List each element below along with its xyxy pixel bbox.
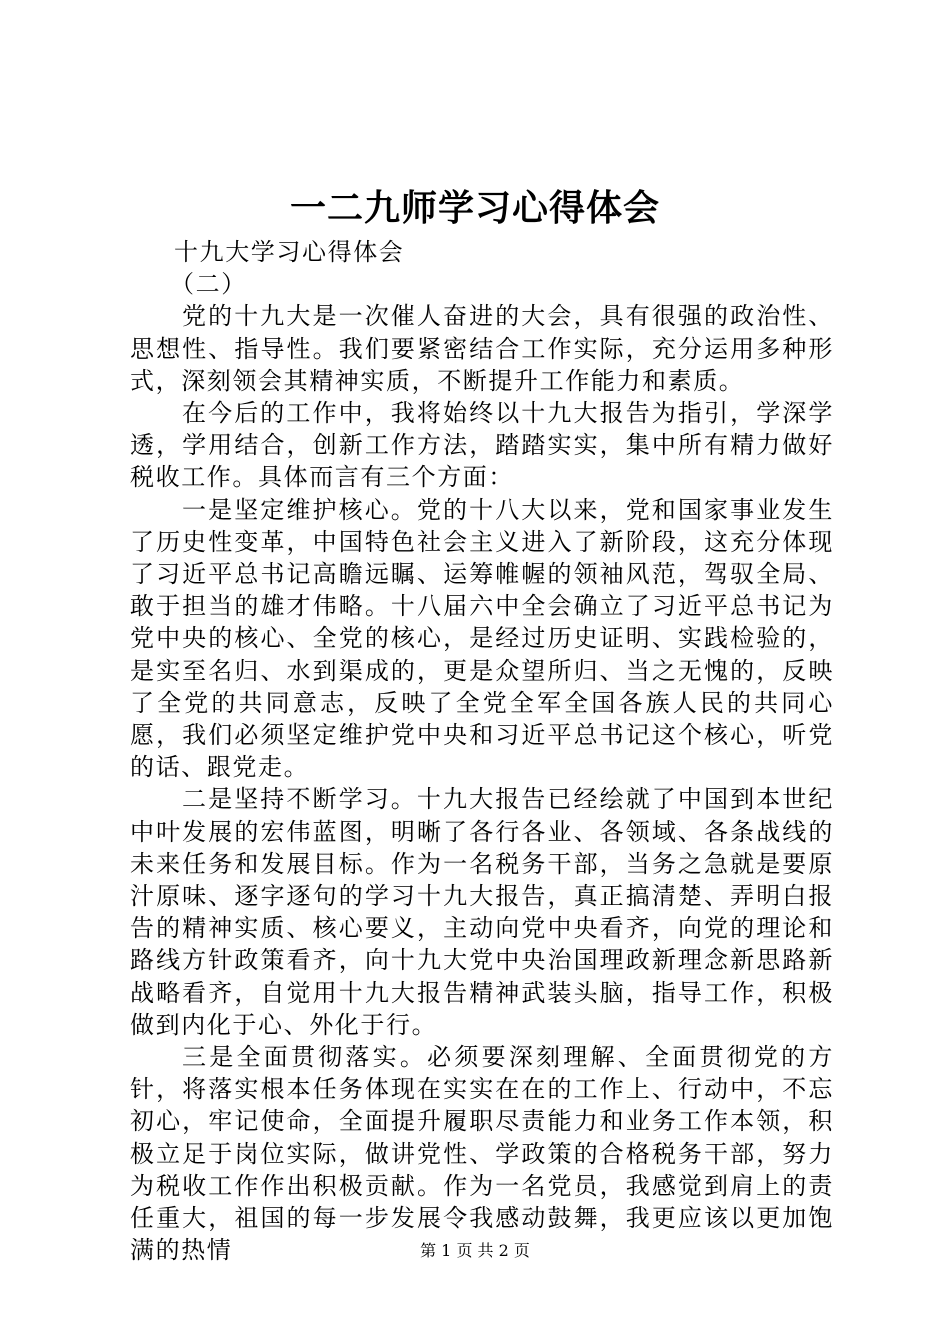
page-footer: 第 1 页 共 2 页 xyxy=(420,1241,530,1260)
document-title: 一二九师学习心得体会 xyxy=(289,187,660,229)
paragraph: 一是坚定维护核心。党的十八大以来，党和国家事业发生了历史性变革，中国特色社会主义进入了新阶段，这充分体现了习近平总书记高瞻远瞩、运筹帷幄的领袖风范，驾驭全局、敢于担当的雄才伟略。十八届六中全会确立了习近平总书记为党中央的核心、全党的核心，是经过历史证明、实践检验的，是实至名归、水到渠成的，更是众望所归、当之无愧的，反映了全党的共同意志，反映了全党全军全国各族人民的共同心愿，我们必须坚定维护党中央和习近平总书记这个核心，听党的话、跟党走。 xyxy=(130,495,834,782)
part-label: （二） xyxy=(170,270,247,299)
paragraph: 三是全面贯彻落实。必须要深刻理解、全面贯彻党的方针，将落实根本任务体现在实实在在的工作上、行动中，不忘初心，牢记使命，全面提升履职尽责能力和业务工作本领，积极立足于岗位实际，做讲党性、学政策的合格税务干部，努力为税收工作作出积极贡献。作为一名党员，我感觉到肩上的责任重大，祖国的每一步发展令我感动鼓舞，我更应该以更加饱满的热情 xyxy=(130,1043,834,1265)
paragraph: 党的十九大是一次催人奋进的大会，具有很强的政治性、思想性、指导性。我们要紧密结合工作实际，充分运用多种形式，深刻领会其精神实质，不断提升工作能力和素质。 xyxy=(130,302,834,395)
subtitle: 十九大学习心得体会 xyxy=(174,238,405,266)
paragraph: 在今后的工作中，我将始终以十九大报告为指引，学深学透，学用结合，创新工作方法，踏踏实实，集中所有精力做好税收工作。具体而言有三个方面： xyxy=(130,399,834,492)
document-body xyxy=(130,236,834,1267)
paragraph: 二是坚持不断学习。十九大报告已经绘就了中国到本世纪中叶发展的宏伟蓝图，明晰了各行各业、各领域、各条战线的未来任务和发展目标。作为一名税务干部，当务之急就是要原汁原味、逐字逐句的学习十九大报告，真正搞清楚、弄明白报告的精神实质、核心要义，主动向党中央看齐，向党的理论和路线方针政策看齐，向十九大党中央治国理政新理念新思路新战略看齐，自觉用十九大报告精神武装头脑，指导工作，积极做到内化于心、外化于行。 xyxy=(130,785,834,1039)
